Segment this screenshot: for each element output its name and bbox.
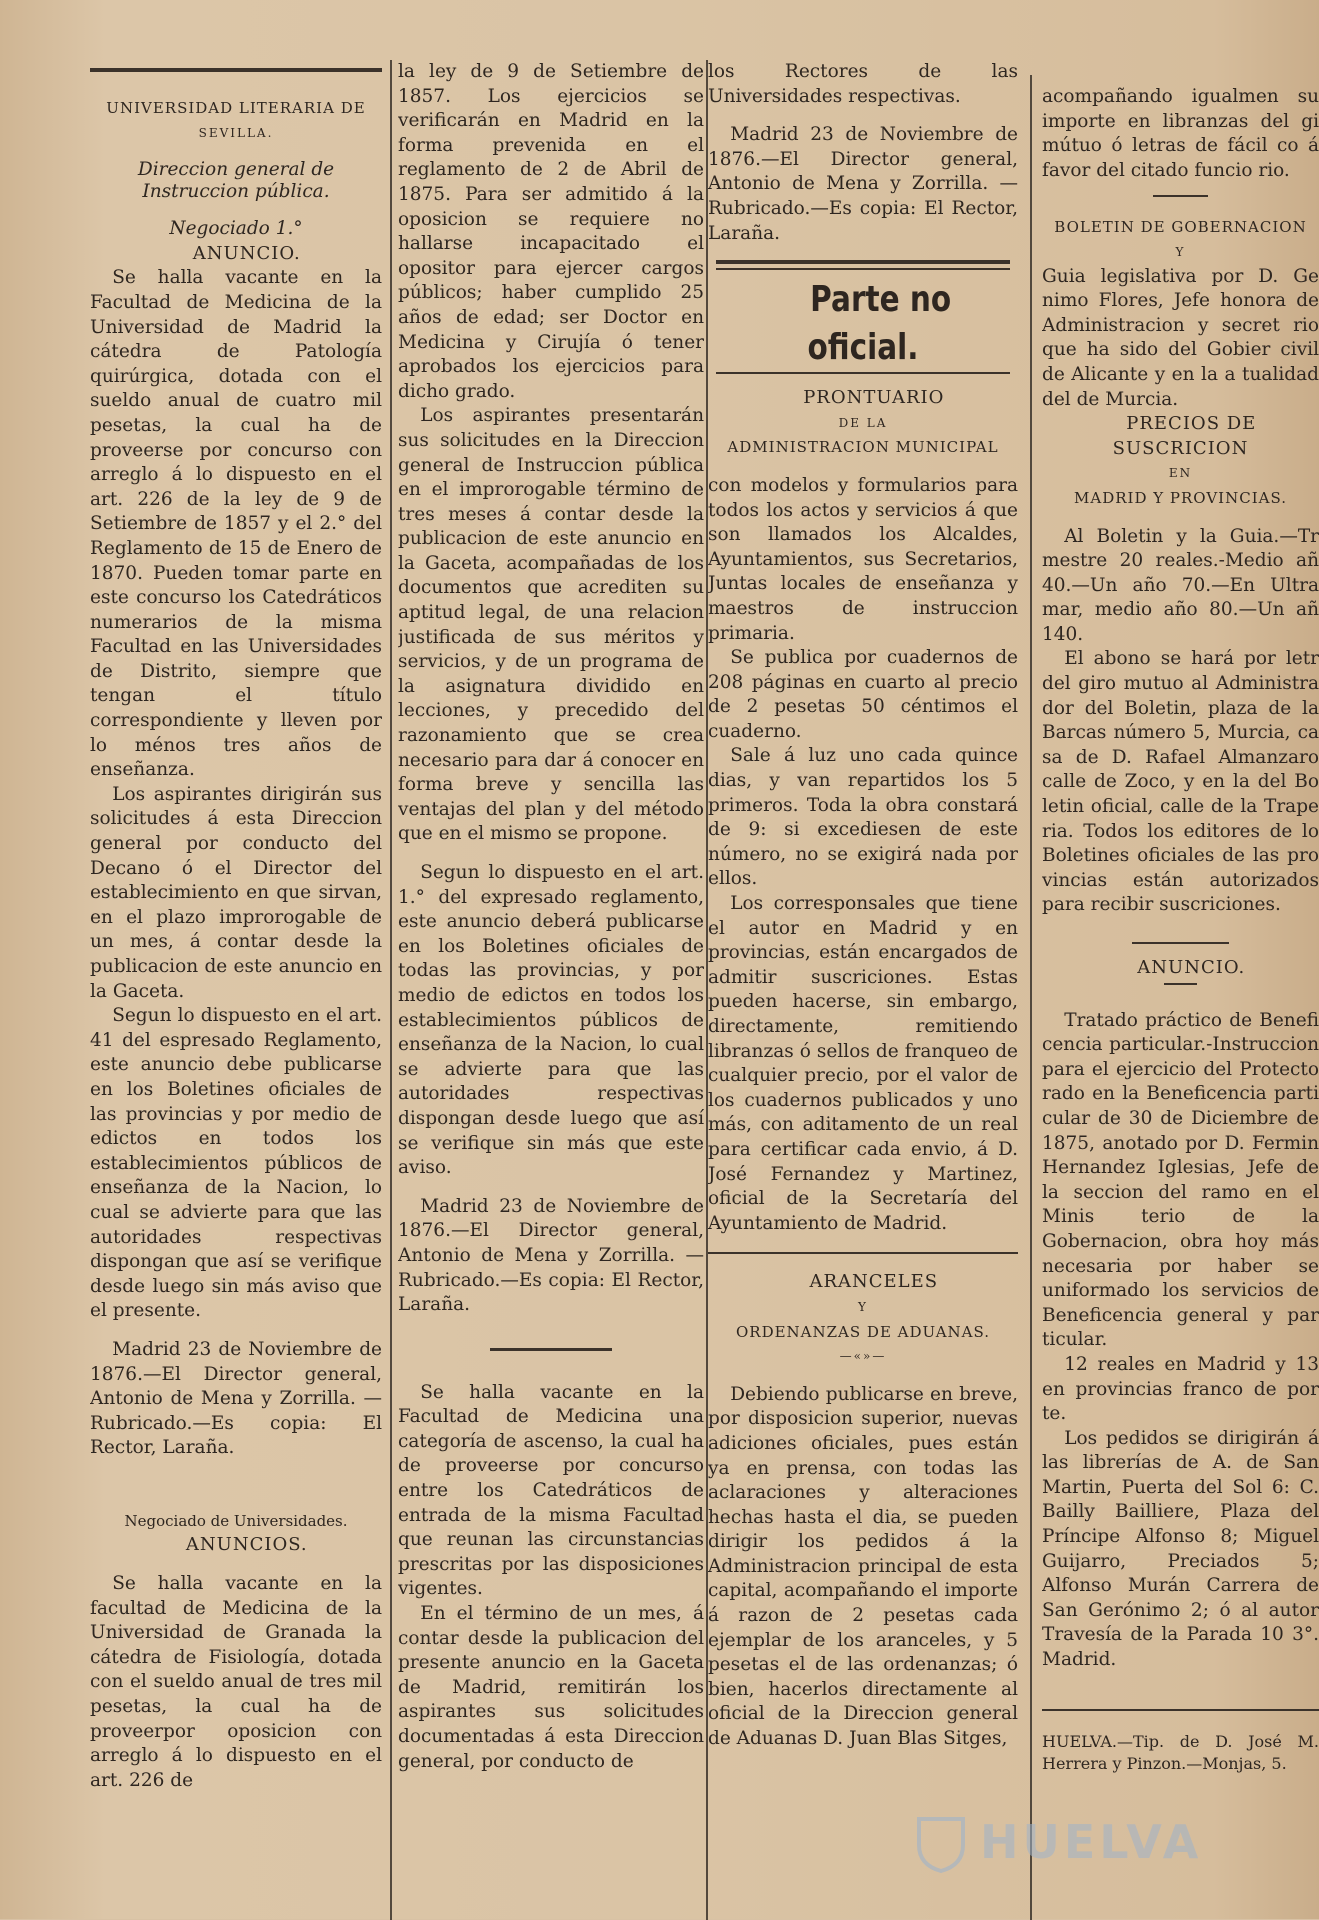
paragraph: Sale á luz uno cada quince dias, y van repartidos los 5 primeros. Toda la obra constará de 9: si excediesen de este número, no se exigirá nada por ellos. — [708, 745, 1018, 890]
aranceles-heading: ARANCELES — [809, 1271, 939, 1293]
divider — [1042, 1709, 1319, 1711]
paragraph: Los corresponsales que tiene el autor en Madrid y en provincias, están encargados de admitir suscriciones. Estas pueden hacerse, sin embargo, directamente, remitiendo libranzas ó sellos de franqueo de cualquier precio, por el valor de los cuadernos publicados y uno más, con aditamento de un real para certificar cada envio, á D. José Fernandez y Martinez, oficial de la Secretaría del Ayuntamiento de Madrid. — [708, 893, 1018, 1234]
shield-icon — [915, 1815, 967, 1873]
paragraph: 12 reales en Madrid y 13 en provincias franco de por te. — [1042, 1353, 1319, 1425]
negociado-2: Negociado de Universidades. — [124, 1511, 348, 1530]
column-3 — [708, 60, 1018, 1919]
divider — [490, 1348, 612, 1351]
column-4 — [1042, 85, 1319, 1919]
paragraph: En el término de un mes, á contar desde la publicacion del presente anuncio en la Gaceta de Madrid, remitirán los aspirantes sus solicitudes documentadas á esta Direccion general, por conducto de — [398, 1603, 704, 1772]
section-heading: Parte no oficial. — [807, 279, 952, 369]
paragraph: Segun lo dispuesto en el art. 1.° del expresado reglamento, este anuncio deberá publicarse en los Boletines oficiales de todas las provincias, y por medio de edictos en todos los establecimientos públicos de enseñanza de la Nacion, lo cual se advierte para que las autoridades respectivas dispongan desde luego que así se verifique sin más que este aviso. — [398, 862, 704, 1179]
boletin-y: Y — [1175, 244, 1186, 259]
paragraph: Se halla vacante en la facultad de Medicina de la Universidad de Granada la cátedra de Fisiología, dotada con el sueldo anual de tres mil pesetas, la cual ha de proveerpor oposicion con arreglo á lo dispuesto en el art. 226 de — [90, 1573, 382, 1791]
precios-sub: MADRID Y PROVINCIAS. — [1074, 488, 1287, 507]
divider — [716, 268, 1010, 270]
watermark: HUELVA — [980, 1815, 1203, 1869]
header-city: SEVILLA. — [198, 125, 274, 140]
paragraph: con modelos y formularios para todos los actos y servicios á que son llamados los Alcaldes, Ayuntamientos, sus Secretarios, Juntas locales de enseñanza y maestros de instruccion primaria. — [708, 474, 1018, 644]
boletin-heading: BOLETIN DE GOBERNACION — [1054, 218, 1307, 237]
paragraph: Los aspirantes dirigirán sus solicitudes á esta Direccion general por conducto del Decano ó el Director del establecimiento en que sirvan, en el plazo improrogable de un mes, á contar desde la publicacion de este anuncio en la Gaceta. — [90, 783, 382, 1002]
divider — [1132, 942, 1229, 944]
paragraph: la ley de 9 de Setiembre de 1857. Los ejercicios se verificarán en Madrid en la forma prevenida en el reglamento de 2 de Abril de 1875. Para ser admitido á la oposicion se requiere no hallarse incapacitado el opositor para ejercer cargos públicos; haber cumplido 25 años de edad; ser Doctor en Medicina y Cirujía ó tener aprobados los ejercicios para dicho grado. — [398, 61, 704, 402]
ordenanzas-heading: ORDENANZAS DE ADUANAS. — [735, 1322, 991, 1341]
precios-en: EN — [1168, 466, 1193, 481]
column-rule — [1030, 75, 1032, 1920]
paragraph: Segun lo dispuesto en el art. 41 del espresado Reglamento, este anuncio debe publicarse en los Boletines oficiales de las provincias y por medio de edictos en todos los establecimientos públicos de enseñanza de la Nacion, lo cual se advierte para que las autoridades respectivas dispongan que así se verifique desde luego sin más aviso que el presente. — [90, 1005, 382, 1322]
header-university: UNIVERSIDAD LITERARIA DE — [106, 99, 366, 117]
subheader: Direccion general de Instruccion pública. — [137, 159, 335, 203]
precios-heading: PRECIOS DE SUSCRICION — [1112, 413, 1257, 459]
paragraph: Se halla vacante en la Facultad de Medicina una categoría de ascenso, la cual ha de proveerse por concurso entre los Catedráticos de entrada de la misma Facultad que reunan las circunstancias prescritas por las disposiciones vigentes. — [398, 1381, 704, 1600]
section-title: ANUNCIO. — [192, 242, 301, 264]
top-rule — [90, 68, 382, 72]
paragraph: Guia legislativa por D. Ge nimo Flores, Jefe honora de Administracion y secret rio que ha sido del Gobier civil de Alicante y en la a tualidad del de Murcia. — [1042, 265, 1319, 410]
paragraph: Se halla vacante en la Facultad de Medicina de la Universidad de Madrid la cátedra de Patología quirúrgica, dotada con el sueldo anual de cuatro mil pesetas, la cual ha de proveerse por concurso con arreglo á lo dispuesto en el art. 226 de la ley de 9 de Setiembre de 1857 y el 2.° del Reglamento de 15 de Enero de 1870. Pueden tomar parte en este concurso los Catedráticos numerarios de la misma Facultad en las Universidades de Distrito, siempre que tengan el título correspondiente y lleven por lo ménos tres años de enseñanza. — [90, 267, 382, 781]
prontuario-sub: ADMINISTRACION MUNICIPAL — [727, 438, 999, 457]
signature: Madrid 23 de Noviembre de 1876.—El Director general, Antonio de Mena y Zorrilla. —Rubricado.—Es copia: El Rector, Laraña. — [398, 1195, 704, 1316]
paragraph: Debiendo publicarse en breve, por disposicion superior, nuevas adiciones oficiales, pues están ya en prensa, con todas las aclaraciones y alteraciones hechas hasta el dia, se pueden dirigir los pedidos á la Administracion principal de esta capital, acompañando el importe á razon de 2 pesetas cada ejemplar de los aranceles, y 5 pesetas el de las ordenanzas; ó bien, hacerlos directamente al oficial de la Direccion general de Aduanas D. Juan Blas Sitges, — [708, 1383, 1018, 1750]
column-1 — [90, 60, 382, 1919]
divider — [1153, 195, 1208, 197]
divider — [716, 260, 1010, 264]
negociado: Negociado 1.° — [169, 218, 303, 240]
paragraph: El abono se hará por letr del giro mutuo al Administra dor del Boletin, plaza de la Barcas número 5, Murcia, ca sa de D. Rafael Almanzaro calle de Zoco, y en la del Bo letin oficial, calle de la Trape ria. Todos los editores de lo Boletines oficiales de las pro vincias están autorizados para recibir suscriciones. — [1042, 648, 1319, 916]
paragraph: Los pedidos se dirigirán á las librerías de A. de San Martin, Puerta del Sol 6: C. Bailly Bailliere, Plaza del Príncipe Alfonso 8; Miguel Guijarro, Preciados 5; Alfonso Murán Carrera de San Gerónimo 2; ó al autor Travesía de la Parada 10 3°. Madrid. — [1042, 1427, 1319, 1671]
paragraph: Al Boletin y la Guia.—Tr mestre 20 reales.-Medio añ 40.—Un año 70.—En Ultra mar, medio año 80.—Un añ 140. — [1042, 525, 1319, 645]
divider — [716, 372, 1010, 374]
signature: Madrid 23 de Noviembre de 1876.—El Director general, Antonio de Mena y Zorrilla. —Rubricado.—Es copia: El Rector, Laraña. — [708, 124, 1018, 244]
paragraph: Los aspirantes presentarán sus solicitudes en la Direccion general de Instruccion pública en el improrogable término de tres meses á contar desde la publicacion de este anuncio en la Gaceta, acompañadas de los documentos que acrediten su aptitud legal, de una relacion justificada de sus méritos y servicios, y de un programa de la asignatura dividido en lecciones, y precedido del razonamiento que se crea necesario para dar á conocer en forma breve y sencilla las ventajas del plan y del método que en el mismo se propone. — [398, 405, 704, 845]
column-rule — [390, 60, 392, 1920]
column-2 — [398, 60, 704, 1919]
signature: Madrid 23 de Noviembre de 1876.—El Director general, Antonio de Mena y Zorrilla. —Rubricado.—Es copia: El Rector, Laraña. — [90, 1338, 382, 1459]
prontuario-heading: PRONTUARIO — [803, 387, 945, 409]
paragraph: los Rectores de las Universidades respectivas. — [708, 61, 1018, 107]
section-title-2: ANUNCIOS. — [185, 1534, 308, 1556]
section-title: ANUNCIO. — [1137, 957, 1246, 978]
paragraph: Se publica por cuadernos de 208 páginas en cuarto al precio de 2 pesetas 50 céntimos el cuaderno. — [708, 647, 1018, 742]
paragraph: acompañando igualmen su importe en libranzas del gi mútuo ó letras de fácil co á favor del citado funcio rio. — [1042, 86, 1319, 181]
divider — [708, 1252, 1018, 1254]
ornament: —«»— — [839, 1349, 887, 1364]
paragraph: Tratado práctico de Benefi cencia particular.-Instruccion para el ejercicio del Protecto rado en la Beneficencia parti cular de 30 de Diciembre de 1875, anotado por D. Fermin Hernandez Iglesias, Jefe de la seccion del ramo en el Minis terio de la Gobernacion, obra hoy más necesaria por haber se uniformado los servicios de Beneficencia general y par ticular. — [1042, 1009, 1319, 1351]
divider — [1164, 983, 1197, 985]
printer-footer: HUELVA.—Tip. de D. José M. Herrera y Pinzon.—Monjas, 5. — [1042, 1731, 1319, 1773]
prontuario-de-la: DE LA — [838, 415, 888, 430]
aranceles-y: Y — [858, 1299, 868, 1314]
